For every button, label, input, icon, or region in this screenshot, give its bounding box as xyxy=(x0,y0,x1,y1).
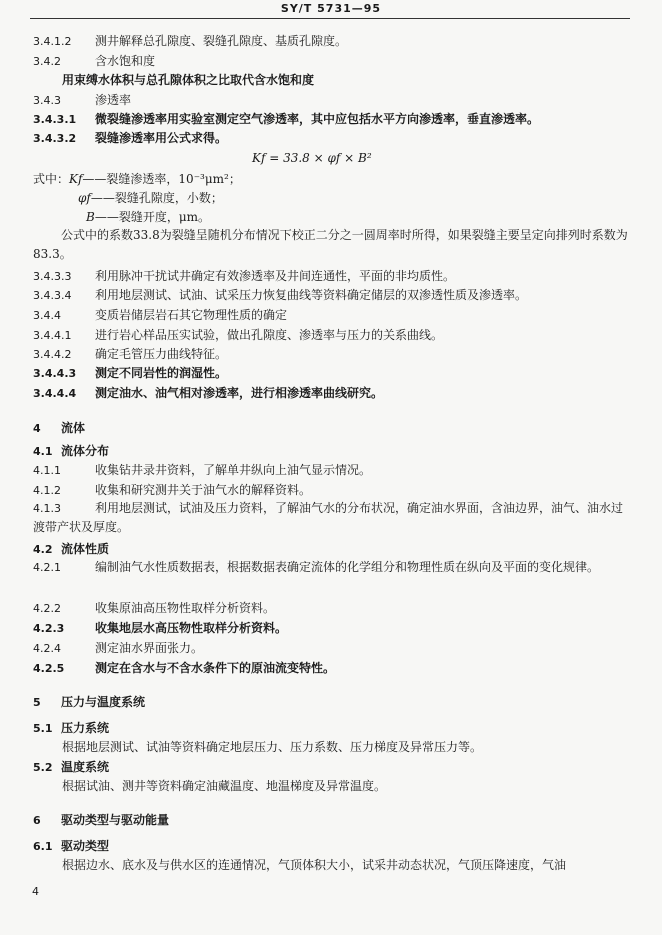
clause-3-4-4 xyxy=(33,307,287,324)
clause-number: 4.2.3 xyxy=(33,622,65,635)
clause-number: 4.2 xyxy=(33,543,53,556)
section-5-heading xyxy=(33,694,145,711)
clause-title: 渗透率 xyxy=(95,93,132,107)
clause-number: 5.1 xyxy=(33,722,53,735)
symbol-definition: ——裂缝渗透率，10⁻³μm²； xyxy=(82,172,241,186)
clause-text: 确定毛管压力曲线特征。 xyxy=(95,347,228,361)
where-label: 式中： xyxy=(33,172,70,186)
clause-4-1 xyxy=(33,443,109,460)
clause-4-1-2 xyxy=(33,482,311,499)
clause-3-4-4-3 xyxy=(33,365,227,382)
clause-6-1 xyxy=(33,838,109,855)
clause-title: 变质岩储层岩石其它物理性质的确定 xyxy=(95,308,288,322)
clause-text: 收集和研究测井关于油气水的解释资料。 xyxy=(95,483,312,497)
clause-text: 收集原油高压物性取样分析资料。 xyxy=(95,601,276,615)
section-6-heading xyxy=(33,812,169,829)
clause-5-2 xyxy=(33,759,109,776)
clause-3-4-4-1 xyxy=(33,327,443,344)
clause-title: 温度系统 xyxy=(61,760,110,774)
clause-text: 利用地层测试，试油及压力资料，了解油气水的分布状况，确定油水界面，含油边界，油气、油水过渡带产状及厚度。 xyxy=(33,501,624,534)
clause-number: 3.4.1.2 xyxy=(33,35,72,48)
clause-title: 流体分布 xyxy=(61,444,110,458)
clause-4-2-2 xyxy=(33,600,275,617)
clause-3-4-3-4 xyxy=(33,287,527,304)
clause-5-2-text: 根据试油、测井等资料确定油藏温度、地温梯度及异常温度。 xyxy=(62,779,387,793)
clause-3-4-3-3 xyxy=(33,268,455,285)
symbol-definition: ——裂缝开度，μm。 xyxy=(94,210,211,224)
clause-text: 利用地层测试、试油、试采压力恢复曲线等资料确定储层的双渗透性质及渗透率。 xyxy=(95,288,528,302)
clause-3-4-2 xyxy=(33,53,155,70)
symbol: B xyxy=(86,210,95,224)
clause-6-1-text: 根据边水、底水及与供水区的连通情况，气顶体积大小，试采井动态状况，气顶压降速度，气油 xyxy=(62,858,567,872)
clause-number: 4.1.1 xyxy=(33,464,61,477)
clause-number: 3.4.4.1 xyxy=(33,329,72,342)
symbol: Kf xyxy=(69,172,83,186)
clause-4-2 xyxy=(33,541,109,558)
clause-3-4-4-4 xyxy=(33,385,383,402)
clause-number: 3.4.4.2 xyxy=(33,348,72,361)
section-number: 6 xyxy=(33,814,41,827)
clause-text: 编制油气水性质数据表，根据数据表确定流体的化学组分和物理性质在纵向及平面的变化规律。 xyxy=(95,560,600,574)
clause-number: 3.4.3.1 xyxy=(33,113,77,126)
clause-3-4-3 xyxy=(33,92,131,109)
clause-4-1-3 xyxy=(33,499,631,537)
page-number: 4 xyxy=(32,885,39,898)
clause-text: 收集钻井录井资料，了解单井纵向上油气显示情况。 xyxy=(95,463,372,477)
clause-3-4-4-2 xyxy=(33,346,227,363)
clause-text: 测定油水、油气相对渗透率，进行相渗透率曲线研究。 xyxy=(95,386,384,400)
clause-number: 3.4.3.3 xyxy=(33,270,72,283)
formula: Kf = 33.8 × φf × B² xyxy=(252,151,372,165)
page-header: SY/T 5731—95 xyxy=(280,2,382,15)
clause-title: 驱动类型 xyxy=(61,839,110,853)
symbol-kf xyxy=(33,171,241,187)
clause-text: 测定油水界面张力。 xyxy=(95,641,204,655)
section-number: 5 xyxy=(33,696,41,709)
clause-4-2-3 xyxy=(33,620,287,637)
clause-3-4-1-2 xyxy=(33,33,347,50)
header-rule xyxy=(30,18,630,19)
clause-5-1 xyxy=(33,720,109,737)
symbol-b xyxy=(86,209,210,225)
clause-number: 3.4.3 xyxy=(33,94,61,107)
clause-number: 4.2.2 xyxy=(33,602,61,615)
clause-number: 4.2.1 xyxy=(33,561,61,574)
section-title: 压力与温度系统 xyxy=(61,695,146,709)
clause-title: 含水饱和度 xyxy=(95,54,156,68)
clause-text: 利用脉冲干扰试井确定有效渗透率及井间连通性，平面的非均质性。 xyxy=(95,269,456,283)
symbol-phi xyxy=(78,190,223,206)
clause-number: 4.1.3 xyxy=(33,502,61,515)
clause-text: 测定不同岩性的润湿性。 xyxy=(95,366,228,380)
clause-text: 测井解释总孔隙度、裂缝孔隙度、基质孔隙度。 xyxy=(95,34,348,48)
clause-number: 4.1.2 xyxy=(33,484,61,497)
clause-3-4-3-2 xyxy=(33,130,227,147)
section-title: 流体 xyxy=(61,421,86,435)
clause-title: 流体性质 xyxy=(61,542,110,556)
clause-number: 3.4.3.2 xyxy=(33,132,77,145)
clause-4-2-5 xyxy=(33,660,335,677)
clause-number: 3.4.3.4 xyxy=(33,289,72,302)
clause-number: 5.2 xyxy=(33,761,53,774)
clause-text: 收集地层水高压物性取样分析资料。 xyxy=(95,621,288,635)
clause-title: 压力系统 xyxy=(61,721,110,735)
clause-text: 裂缝渗透率用公式求得。 xyxy=(95,131,228,145)
clause-text: 测定在含水与不含水条件下的原油流变特性。 xyxy=(95,661,336,675)
clause-number: 3.4.2 xyxy=(33,55,61,68)
clause-4-2-1 xyxy=(33,558,631,577)
clause-text: 用束缚水体积与总孔隙体积之比取代含水饱和度 xyxy=(62,73,315,87)
clause-number: 4.1 xyxy=(33,445,53,458)
formula-note: 公式中的系数33.8为裂缝呈随机分布情况下校正二分之一圆周率时所得，如果裂缝主要呈定向排列时系数为83.3。 xyxy=(33,228,628,261)
clause-4-2-4 xyxy=(33,640,203,657)
section-title: 驱动类型与驱动能量 xyxy=(61,813,170,827)
clause-text: 微裂缝渗透率用实验室测定空气渗透率，其中应包括水平方向渗透率，垂直渗透率。 xyxy=(95,112,540,126)
section-4-heading xyxy=(33,420,85,437)
clause-4-1-1 xyxy=(33,462,371,479)
clause-number: 3.4.4.3 xyxy=(33,367,77,380)
clause-number: 4.2.5 xyxy=(33,662,65,675)
clause-3-4-3-1 xyxy=(33,111,539,128)
section-number: 4 xyxy=(33,422,41,435)
clause-number: 3.4.4 xyxy=(33,309,61,322)
clause-number: 4.2.4 xyxy=(33,642,61,655)
clause-text: 进行岩心样品压实试验，做出孔隙度、渗透率与压力的关系曲线。 xyxy=(95,328,444,342)
clause-number: 6.1 xyxy=(33,840,53,853)
symbol: φf xyxy=(78,191,91,205)
symbol-definition: ——裂缝孔隙度，小数； xyxy=(90,191,223,205)
clause-number: 3.4.4.4 xyxy=(33,387,77,400)
clause-5-1-text: 根据地层测试、试油等资料确定地层压力、压力系数、压力梯度及异常压力等。 xyxy=(62,740,483,754)
